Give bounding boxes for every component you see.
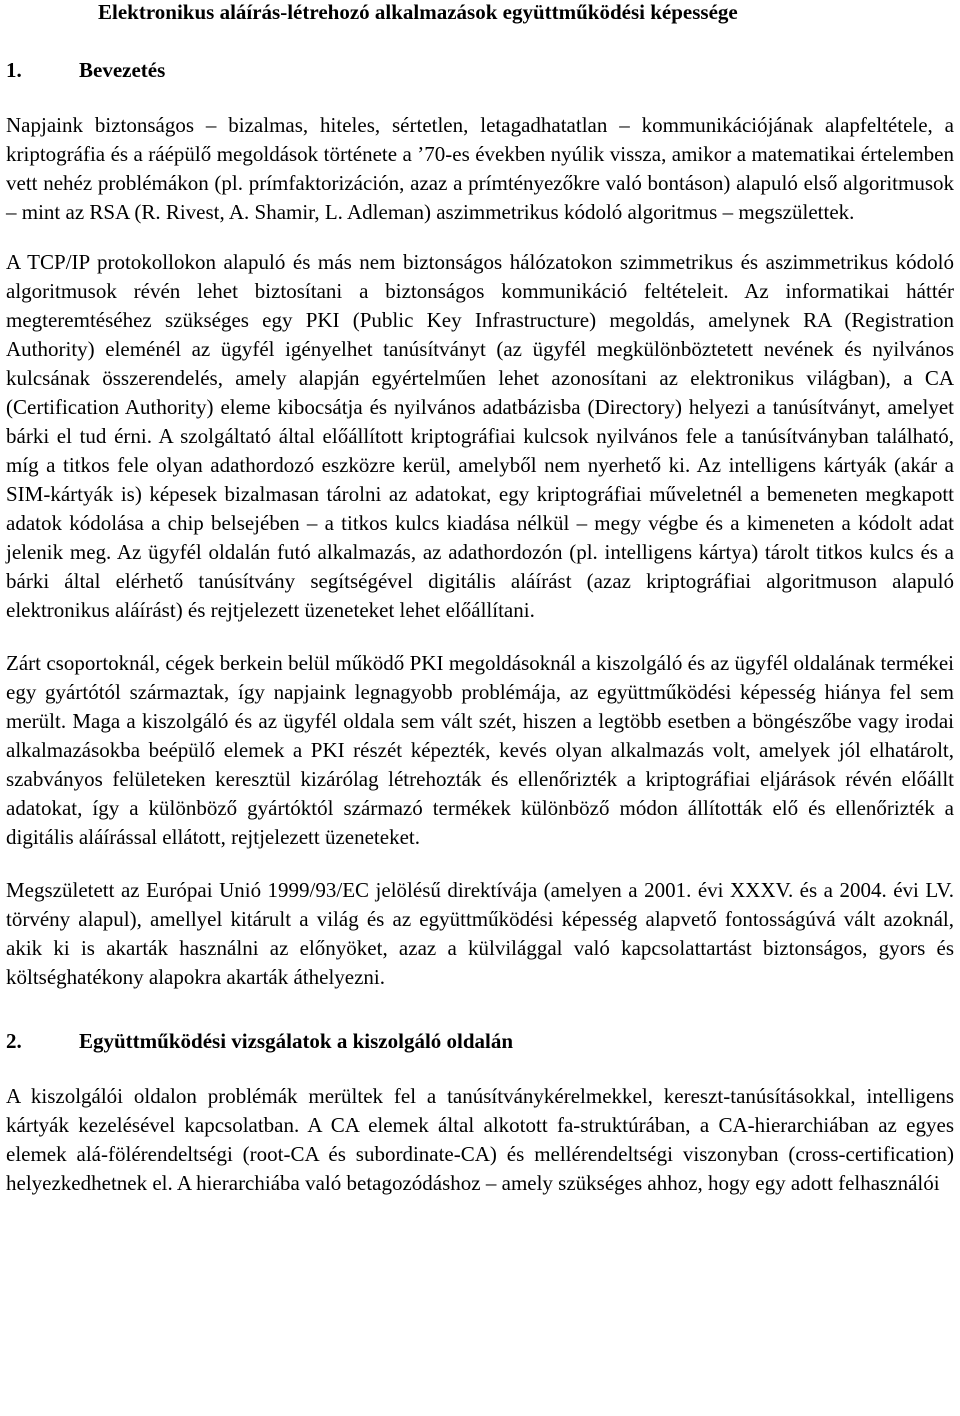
section-number: 2.: [6, 1029, 22, 1053]
paragraph: Napjaink biztonságos – bizalmas, hiteles, sértetlen, letagadhatatlan – kommunikációjának alapfeltétele, a kriptográfia és a ráépülő megoldások története a ’70-es években nyúlik vissza, amikor a matematikai értelemben vett nehéz problémákon (pl. prímfaktorizáción, azaz a prímtényezőkre való bontáson) alapuló első algoritmusok – mint az RSA (R. Rivest, A. Shamir, L. Adleman) aszimmetrikus kódoló algoritmus – megszülettek.: [6, 113, 954, 224]
section-title: Együttműködési vizsgálatok a kiszolgáló oldalán: [79, 1029, 514, 1053]
section-heading-introduction: [6, 56, 954, 85]
paragraph: Zárt csoportoknál, cégek berkein belül működő PKI megoldásoknál a kiszolgáló és az ügyfél oldalának termékei egy gyártótól származtak, így napjaink legnagyobb problémája, az együttműködési képesség hiánya fel sem merült. Maga a kiszolgáló és az ügyfél oldala sem vált szét, hiszen a legtöbb esetben a böngészőbe vagy irodai alkalmazásokba beépülő elemek a PKI részét képezték, kevés olyan alkalmazás volt, amelyek jól elhatárolt, szabványos felületeken keresztül kizárólag létrehozták és ellenőrizték a kriptográfiai eljárások révén előállt adatokat, így a különböző gyártóktól származó termékek különböző módon állították elő és ellenőrizték a digitális aláírással ellátott, rejtjelezett üzeneteket.: [6, 651, 954, 849]
section-heading-server-side: [6, 1027, 954, 1056]
document-page: [6, 0, 954, 1198]
section-number: 1.: [6, 58, 22, 82]
paragraph: Megszületett az Európai Unió 1999/93/EC jelölésű direktívája (amelyen a 2001. évi XXXV. és a 2004. évi LV. törvény alapul), amellyel kitárult a világ és az együttműködési képesség alapvető fontosságúvá vált azoknál, akik ki is akarták használni az előnyöket, azaz a külvilággal való kapcsolattartást biztonságos, gyors és költséghatékony alapokra akarták áthelyezni.: [6, 878, 954, 989]
paragraph: A kiszolgálói oldalon problémák merültek fel a tanúsítványkérelmekkel, kereszt-tanúsításokkal, intelligens kártyák kezelésével kapcsolatban. A CA elemek által alkotott fa-struktúrában, a CA-hierarchiában az egyes elemek alá-fölérendeltségi (root-CA és subordinate-CA) és mellérendeltségi viszonyban (cross-certification) helyezkedhetnek el. A hierarchiába való betagozódáshoz – amely szükséges ahhoz, hogy egy adott felhasználói: [6, 1084, 954, 1195]
document-title: Elektronikus aláírás-létrehozó alkalmazások együttműködési képessége: [98, 0, 738, 24]
paragraph: A TCP/IP protokollokon alapuló és más nem biztonságos hálózatokon szimmetrikus és aszimmetrikus kódoló algoritmusok révén lehet biztosítani a biztonságos kommunikáció feltételeit. Az informatikai háttér megteremtéséhez szükséges egy PKI (Public Key Infrastructure) megoldás, amelynek RA (Registration Authority) eleménél az ügyfél igényelhet tanúsítványt (az ügyfél megkülönböztetett nevének és nyilvános kulcsának összerendelés, amely alapján egyértelműen lehet azonosítani az elektronikus világban), a CA (Certification Authority) eleme kibocsátja és nyilvános adatbázisba (Directory) helyezi a tanúsítványt, amelyet bárki el tud érni. A szolgáltató által előállított kriptográfiai kulcsok nyilvános fele a tanúsítványban található, míg a titkos fele olyan adathordozó eszközre kerül, amelyből nem nyerhető ki. Az intelligens kártyák (akár a SIM-kártyák is) képesek bizalmasan tárolni az adatokat, egy kriptográfiai műveletnél a bemeneten megkapott adatok kódolása a chip belsejében – a titkos kulcs kiadása nélkül – megy végbe és a kimeneten a kódolt adat jelenik meg. Az ügyfél oldalán futó alkalmazás, az adathordozón (pl. intelligens kártya) tárolt titkos kulcs és a bárki által elérhető tanúsítvány segítségével digitális aláírást (azaz kriptográfiai algoritmuson alapuló elektronikus aláírást) és rejtjelezett üzeneteket lehet előállítani.: [6, 250, 954, 622]
section-title: Bevezetés: [79, 58, 166, 82]
